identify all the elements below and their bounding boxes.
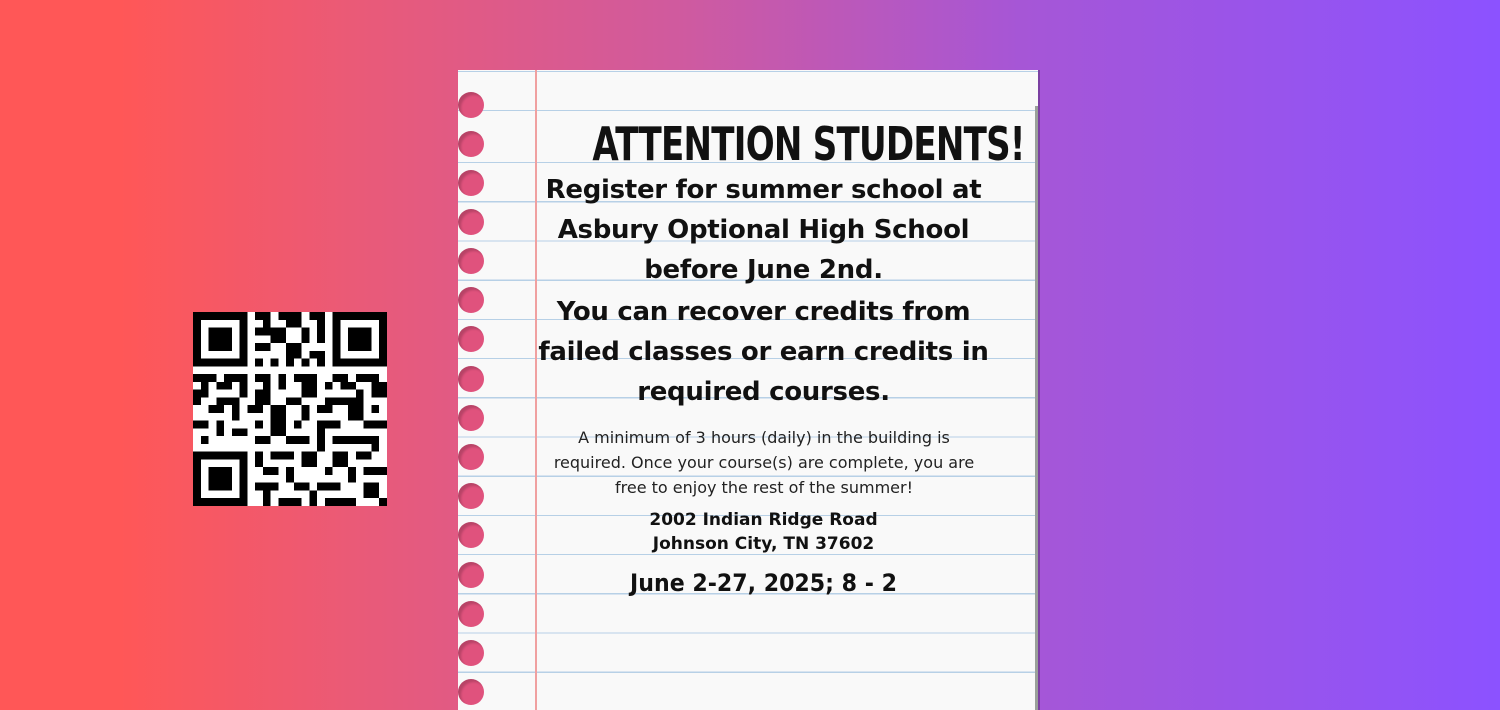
note-line: required. Once your course(s) are complete, you are: [553, 453, 975, 472]
binder-hole: [458, 287, 484, 313]
credits-line: required courses.: [637, 377, 890, 407]
qr-code[interactable]: [193, 312, 387, 506]
session-dates: June 2-27, 2025; 8 - 2: [630, 569, 897, 597]
credits-message: [536, 292, 991, 412]
school-address: [536, 508, 991, 556]
headline: ATTENTION STUDENTS!: [592, 117, 1025, 171]
binder-hole: [458, 366, 484, 392]
binder-hole: [458, 679, 484, 705]
note-line: A minimum of 3 hours (daily) in the building is: [578, 428, 950, 447]
address-line: Johnson City, TN 37602: [652, 534, 875, 554]
register-line: Register for summer school at: [545, 175, 982, 205]
binder-hole: [458, 131, 484, 157]
address-line: 2002 Indian Ridge Road: [649, 510, 878, 530]
binder-hole: [458, 170, 484, 196]
binder-hole: [458, 92, 484, 118]
credits-line: failed classes or earn credits in: [538, 337, 989, 367]
register-message: [536, 170, 991, 290]
binder-hole: [458, 209, 484, 235]
binder-hole: [458, 405, 484, 431]
notebook-paper-flyer: [458, 70, 1038, 710]
binder-hole: [458, 444, 484, 470]
binder-hole: [458, 483, 484, 509]
note-line: free to enjoy the rest of the summer!: [615, 478, 913, 497]
paper-edge: [1035, 106, 1038, 710]
binder-hole: [458, 326, 484, 352]
binder-hole: [458, 601, 484, 627]
binder-hole: [458, 640, 484, 666]
binder-hole: [458, 248, 484, 274]
credits-line: You can recover credits from: [556, 297, 971, 327]
binder-hole: [458, 562, 484, 588]
register-line: before June 2nd.: [644, 255, 883, 285]
qr-code-icon: [193, 312, 387, 506]
register-line: Asbury Optional High School: [557, 215, 970, 245]
attendance-note: [530, 425, 998, 500]
binder-hole: [458, 522, 484, 548]
